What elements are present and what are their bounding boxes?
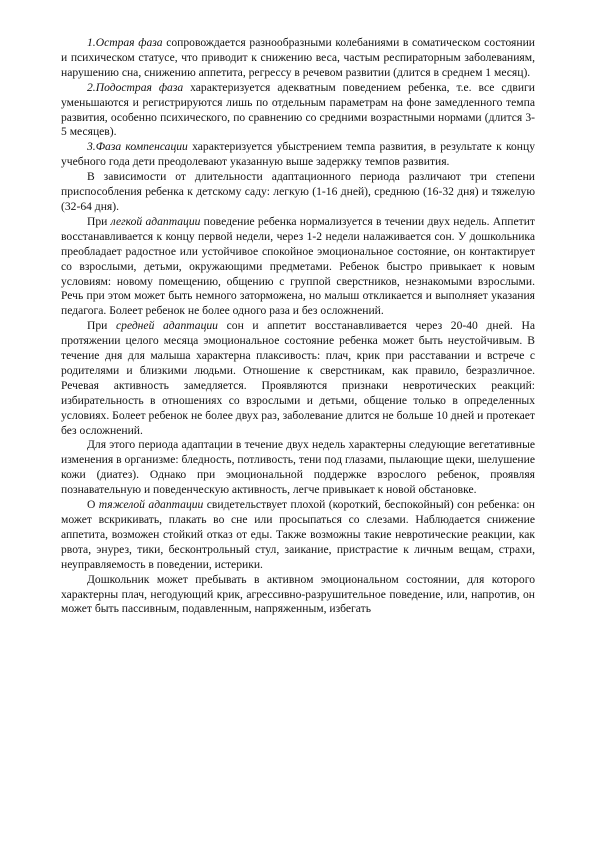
paragraph-adaptation-degrees: [61, 170, 535, 215]
paragraph-text: сон и аппетит восстанавливается через 20-40 дней. На протяжении целого месяца эмоциональное состояние ребенка может быть неустойчивым. В течение дня для малыша характерна плаксивость: плач, крик при расставании и встрече с родителями и близкими людьми. Отношение к сверстникам, как правило, безразличное. Речевая активность замедляется. Проявляются признаки невротических реакций: избирательность в отношениях со взрослыми и детьми, общение только в определенных условиях. Болеет ребенок не более двух раз, заболевание длится не больше 10 дней и протекает без осложнений.: [61, 319, 535, 437]
paragraph-acute-phase: [61, 36, 535, 81]
paragraph-lead: 2.Подострая фаза: [87, 80, 184, 94]
paragraph-text: Для этого периода адаптации в течение двух недель характерны следующие вегетативные изменения в организме: бледность, потливость, тени под глазами, пылающие щеки, шелушение кожи (диатез). Однако при эмоциональной поддержке взрослого ребенок, проявляя познавательную и поведенческую активность, легче привыкает к новой обстановке.: [61, 438, 535, 497]
paragraph-text: характеризуется убыстрением темпа развития, в результате к концу учебного года дети преодолевают указанную выше задержку темпов развития.: [61, 140, 536, 169]
paragraph-text: В зависимости от длительности адаптационного периода различают три степени приспособления ребенка к детскому саду: легкую (1-16 дней), среднюю (16-32 дня) и тяжелую (32-64 дня).: [61, 170, 535, 213]
document-page: [61, 36, 535, 617]
paragraph-pre: О: [87, 498, 99, 512]
paragraph-lead: 1.Острая фаза: [87, 36, 163, 49]
paragraph-text: характеризуется адекватным поведением ребенка, т.е. все сдвиги уменьшаются и регистрируются лишь по отдельным параметрам на фоне замедленного темпа развития, особенно психического, по сравнению со средними возрастными нормами (длится 3-5 месяцев).: [61, 80, 536, 139]
paragraph-lead: тяжелой адаптации: [98, 498, 204, 512]
paragraph-text: сопровождается разнообразными колебаниями в соматическом состоянии и психическом статусе, что приводит к снижению веса, частым респираторным заболеваниям, нарушению сна, снижению аппетита, регрессу в речевом развитии (длится в среднем 1 месяц).: [61, 36, 535, 79]
paragraph-emotional-state: [61, 573, 535, 618]
paragraph-lead: средней адаптации: [116, 319, 218, 333]
paragraph-compensation-phase: [61, 140, 535, 170]
paragraph-text: поведение ребенка нормализуется в течении двух недель. Аппетит восстанавливается к концу первой недели, через 1-2 недели налаживается сон. У дошкольника преобладает радостное или устойчивое спокойное эмоциональное состояние, он контактирует со взрослыми, детьми, окружающими предметами. Ребенок быстро привыкает к новым условиям: новому помещению, общению с группой сверстников, незнакомыми взрослыми. Речь при этом может быть немного заторможена, но малыш откликается и выполняет указания педагога. Болеет ребенок не более одного раза и без осложнений.: [61, 214, 535, 318]
paragraph-text: Дошкольник может пребывать в активном эмоциональном состоянии, для которого характерны плач, негодующий крик, агрессивно-разрушительное поведение, или, напротив, он может быть пассивным, подавленным, напряженным, избегать: [61, 572, 535, 616]
paragraph-severe-adaptation: [61, 498, 535, 573]
paragraph-lead: 3.Фаза компенсации: [87, 140, 188, 154]
paragraph-pre: При: [87, 214, 111, 228]
paragraph-subacute-phase: [61, 81, 535, 141]
paragraph-text: свидетельствует плохой (короткий, беспокойный) сон ребенка: он может вскрикивать, плакать во сне или просыпаться со слезами. Наблюдается снижение аппетита, возможен стойкий отказ от еды. Также возможны такие невротические реакции, как рвота, энурез, тики, бесконтрольный стул, заикание, пристрастие к личным вещам, страхи, неуправляемость в поведении, истерики.: [61, 498, 535, 571]
paragraph-light-adaptation: [61, 215, 535, 319]
paragraph-vegetative-changes: [61, 438, 535, 498]
paragraph-pre: При: [87, 319, 117, 333]
paragraph-medium-adaptation: [61, 319, 535, 438]
paragraph-lead: легкой адаптации: [110, 214, 201, 228]
